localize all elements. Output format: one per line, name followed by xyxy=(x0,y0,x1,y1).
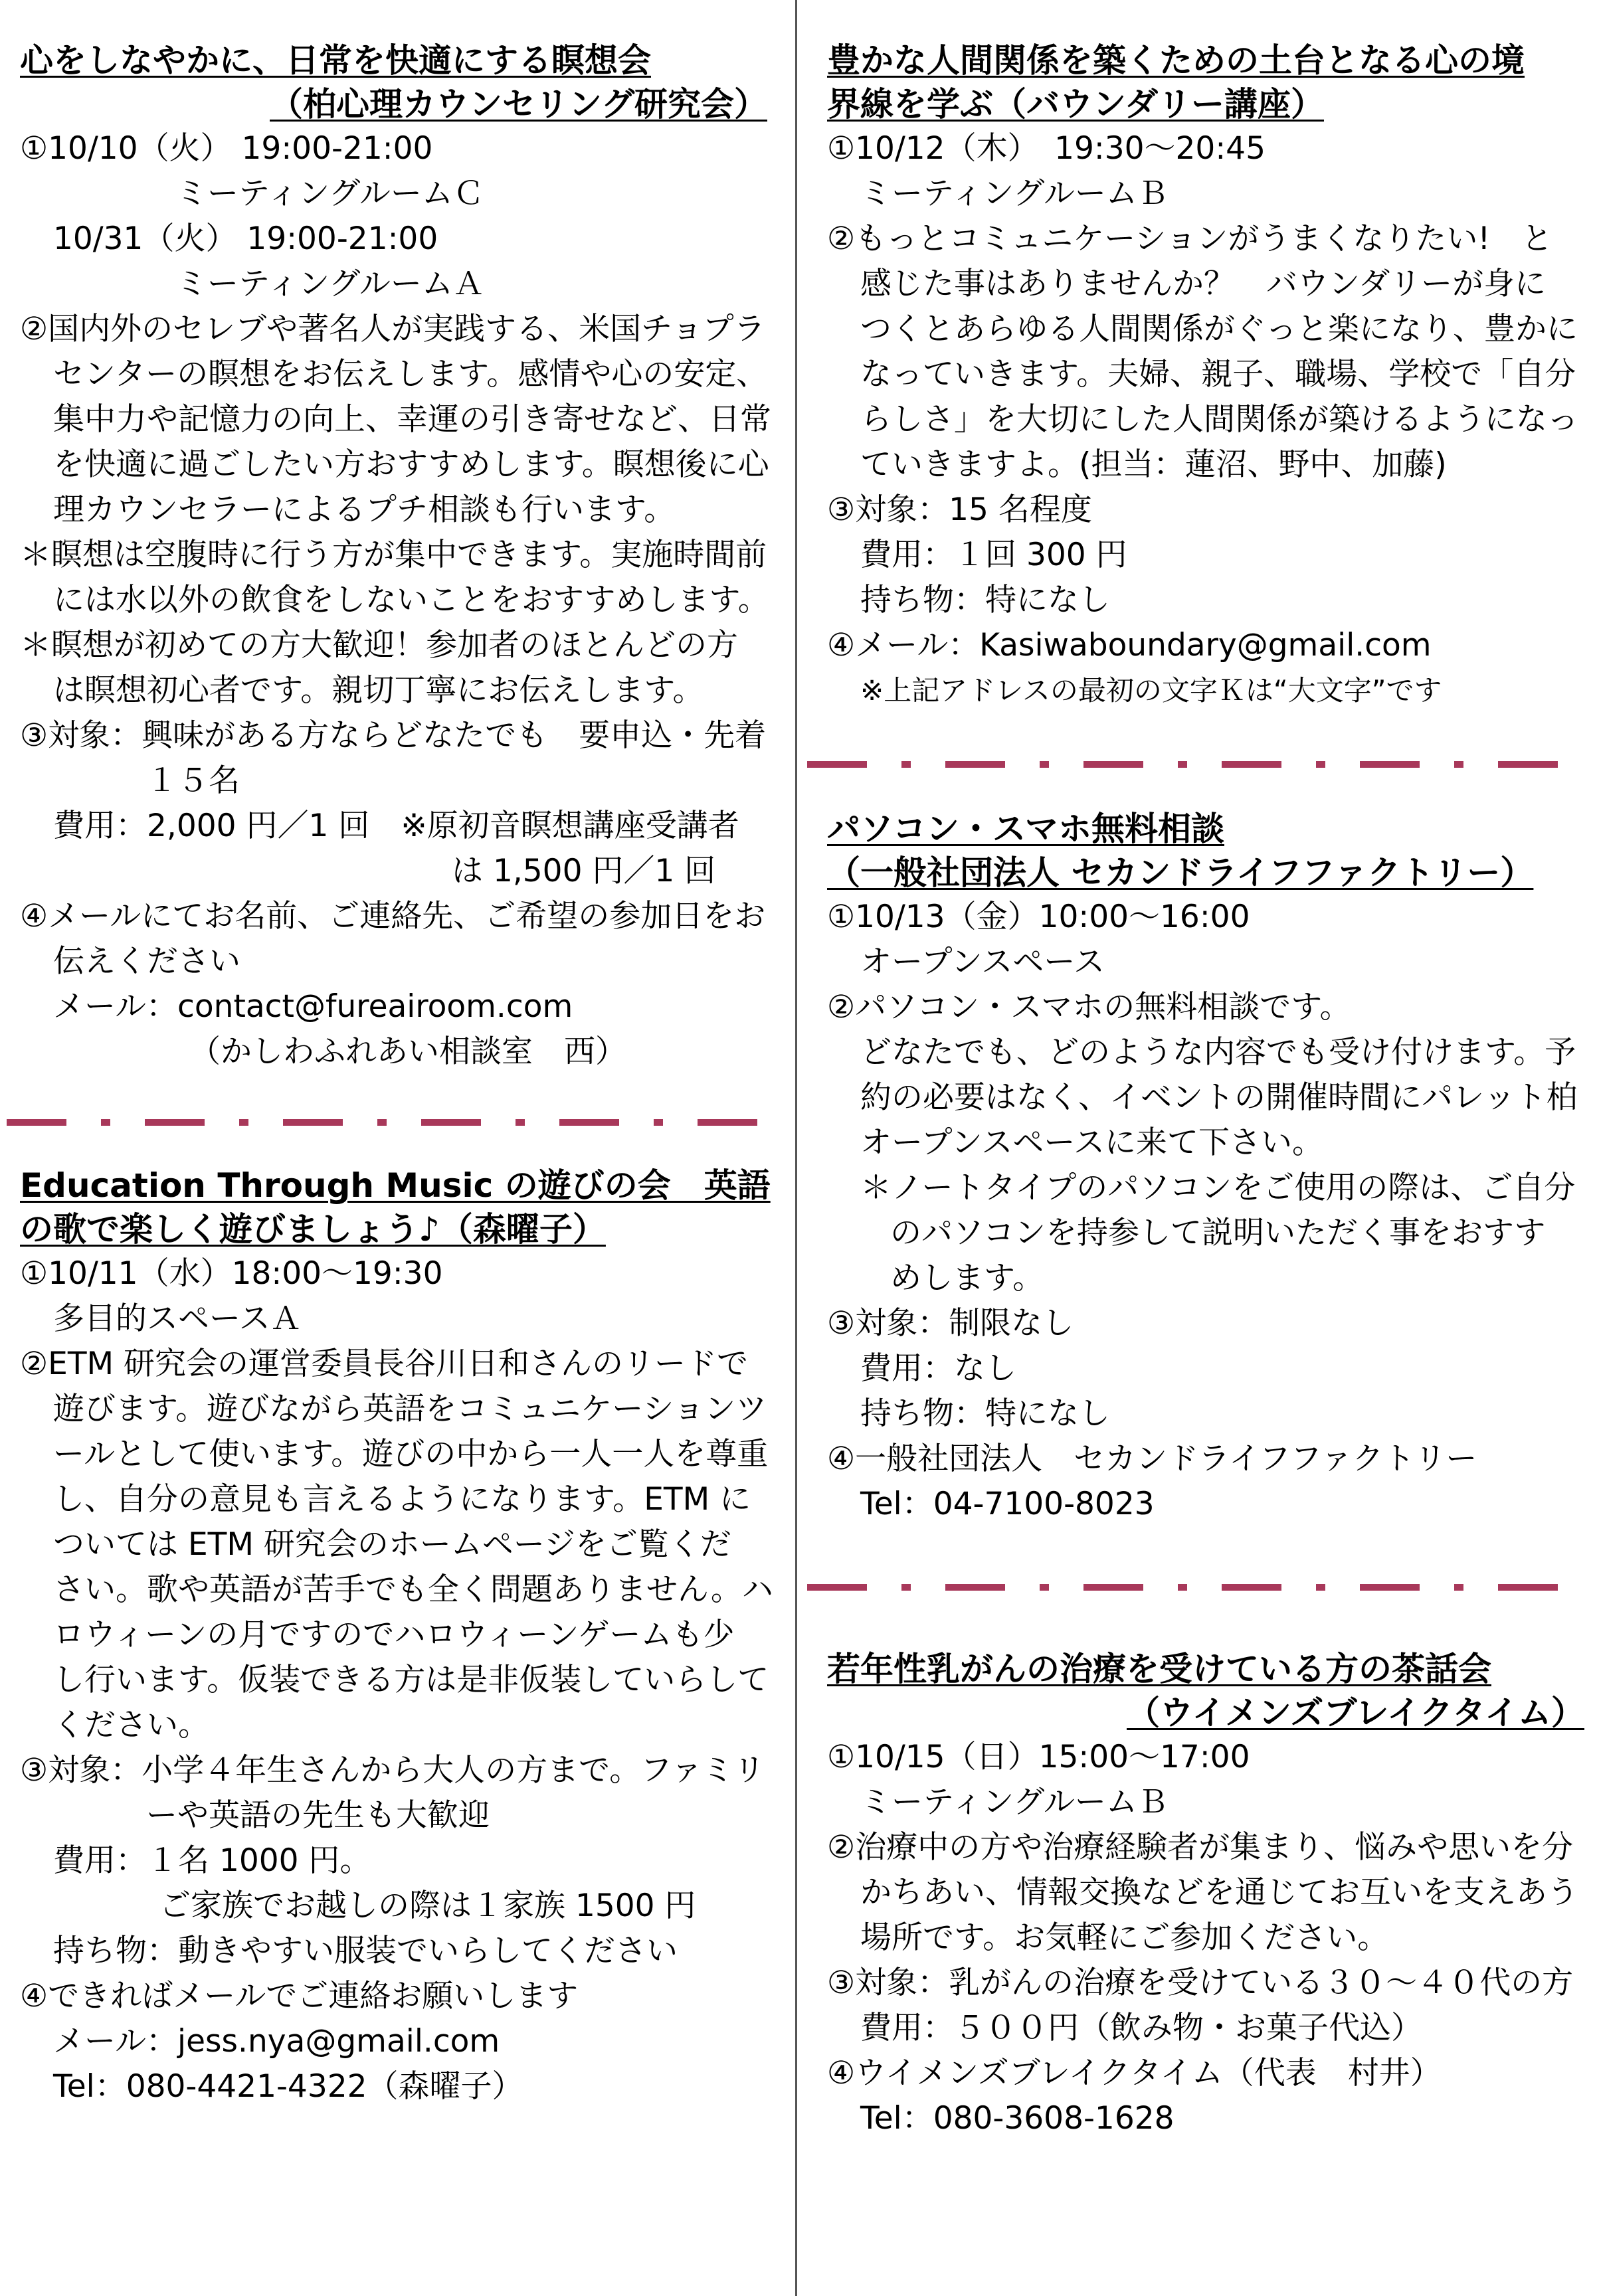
section-etm xyxy=(20,1164,773,2109)
section-boundary xyxy=(827,39,1584,713)
description-line: どなたでも、どのような内容でも受け付けます。予 xyxy=(860,1034,1576,1071)
description-line: なっていきます。夫婦、親子、職場、学校で「自分 xyxy=(860,356,1576,393)
fee-line: 費用：１回 300 円 xyxy=(860,537,1127,573)
target-line: ③対象：15 名程度 xyxy=(827,491,1092,528)
description-line: らしさ」を大切にした人間関係が築けるようになっ xyxy=(860,401,1578,438)
target-line: ③対象：制限なし xyxy=(827,1305,1074,1342)
description-line: ていきますよ。(担当：蓮沼、野中、加藤) xyxy=(860,446,1447,483)
target-line: １５名 xyxy=(146,762,240,799)
description-line: かちあい、情報交換などを通じてお互いを支えあう xyxy=(860,1874,1578,1911)
section-pc xyxy=(827,807,1584,1527)
venue-line: ミーティングルームＣ xyxy=(176,175,484,212)
description-line: ついては ETM 研究会のホームページをご覧くだ xyxy=(53,1526,731,1563)
section-separator xyxy=(807,760,1588,769)
section-organizer: （ウイメンズブレイクタイム） xyxy=(1127,1694,1584,1732)
section-title: 若年性乳がんの治療を受けている方の茶話会 xyxy=(827,1650,1491,1688)
section-title: 豊かな人間関係を築くための土台となる心の境 xyxy=(827,41,1525,80)
note-line: めします。 xyxy=(890,1260,1044,1296)
fee-line: ご家族でお越しの際は１家族 1500 円 xyxy=(159,1888,696,1924)
description-line: ロウィーンの月ですのでハロウィーンゲームも少 xyxy=(53,1617,735,1653)
belongings-line: 持ち物：特になし xyxy=(860,1395,1110,1432)
venue-line: 多目的スペースＡ xyxy=(53,1300,302,1337)
contact-line: ④メールにてお名前、ご連絡先、ご希望の参加日をお xyxy=(20,898,766,934)
description-line: し行います。仮装できる方は是非仮装していらして xyxy=(53,1662,769,1698)
date-line: ①10/12（木） 19:30～20:45 xyxy=(827,130,1266,167)
description-line: ください。 xyxy=(53,1707,209,1743)
contact-line: ④一般社団法人 セカンドライフファクトリー xyxy=(827,1441,1477,1477)
belongings-line: 持ち物：特になし xyxy=(860,582,1110,618)
date-line: ①10/15（日）15:00～17:00 xyxy=(827,1739,1250,1775)
date-line: ①10/11（水）18:00～19:30 xyxy=(20,1255,443,1292)
fee-line: は 1,500 円／1 回 xyxy=(452,853,716,889)
target-line: ③対象：小学４年生さんから大人の方まで。ファミリ xyxy=(20,1752,765,1789)
description-line: さい。歌や英語が苦手でも全く問題ありません。ハ xyxy=(53,1571,773,1608)
section-organizer: （柏心理カウンセリング研究会） xyxy=(270,85,767,124)
date-line: ①10/10（火） 19:00-21:00 xyxy=(20,130,433,167)
section-title: パソコン・スマホ無料相談 xyxy=(827,810,1224,848)
contact-line: 伝えください xyxy=(53,943,240,980)
note-line: には水以外の飲食をしないことをおすすめします。 xyxy=(53,582,769,618)
section-title: Education Through Music の遊びの会 英語 xyxy=(20,1166,771,1205)
email-line: メール：jess.nya@gmail.com xyxy=(53,2023,500,2060)
column-divider xyxy=(795,0,797,2296)
section-title-cont: の歌で楽しく遊びましょう♪（森曜子） xyxy=(20,1210,606,1249)
fee-line: 費用：2,000 円／1 回 ※原初音瞑想講座受講者 xyxy=(53,808,739,844)
contact-line: ④できればメールでご連絡お願いします xyxy=(20,1978,579,2014)
target-line: ③対象：乳がんの治療を受けている３０～４０代の方 xyxy=(827,1965,1574,2001)
fee-line: 費用：１名 1000 円。 xyxy=(53,1842,371,1879)
description-line: センターの瞑想をお伝えします。感情や心の安定、 xyxy=(53,356,768,393)
section-title: 心をしなやかに、日常を快適にする瞑想会 xyxy=(20,41,651,80)
description-line: 遊びます。遊びながら英語をコミュニケーションツ xyxy=(53,1391,767,1427)
email-line: ④メール：Kasiwaboundary@gmail.com xyxy=(827,627,1432,663)
note-line: ※上記アドレスの最初の文字Ｋは“大文字”です xyxy=(860,674,1442,707)
description-line: 約の必要はなく、イベントの開催時間にパレット柏 xyxy=(860,1079,1578,1116)
venue-line: ミーティングルームＢ xyxy=(860,175,1169,212)
section-separator xyxy=(7,1118,777,1127)
venue-line: ミーティングルームＢ xyxy=(860,1784,1169,1820)
description-line: を快適に過ごしたい方おすすめします。瞑想後に心 xyxy=(53,446,769,483)
description-line: 理カウンセラーによるプチ相談も行います。 xyxy=(53,491,676,528)
description-line: ②ETM 研究会の運営委員長谷川日和さんのリードで xyxy=(20,1346,749,1382)
tel-line: Tel：080-4421-4322（森曜子） xyxy=(53,2068,523,2105)
note-line: ＊ノートタイプのパソコンをご使用の際は、ご自分 xyxy=(860,1170,1576,1206)
description-line: ②パソコン・スマホの無料相談です。 xyxy=(827,989,1351,1025)
date-line: ①10/13（金）10:00～16:00 xyxy=(827,899,1250,935)
belongings-line: 持ち物：動きやすい服装でいらしてください xyxy=(53,1933,678,1969)
venue-line: オープンスペース xyxy=(860,944,1105,980)
tel-line: Tel：080-3608-1628 xyxy=(860,2100,1174,2137)
note-line: は瞑想初心者です。親切丁寧にお伝えします。 xyxy=(53,672,704,709)
fee-line: 費用：なし xyxy=(860,1350,1016,1387)
description-line: つくとあらゆる人間関係がぐっと楽になり、豊かに xyxy=(860,311,1578,347)
description-line: ②もっとコミュニケーションがうまくなりたい! と xyxy=(827,221,1553,257)
description-line: オープンスペースに来て下さい。 xyxy=(860,1124,1324,1161)
description-line: ②治療中の方や治療経験者が集まり、悩みや思いを分 xyxy=(827,1829,1574,1866)
section-cancer xyxy=(827,1647,1584,2141)
description-line: 感じた事はありませんか？ バウンダリーが身に xyxy=(860,266,1547,302)
tel-line: Tel：04-7100-8023 xyxy=(860,1486,1155,1522)
section-separator xyxy=(807,1583,1588,1592)
fee-line: 費用：５００円（飲み物・お菓子代込） xyxy=(860,2010,1422,2046)
email-line: メール：contact@fureairoom.com xyxy=(53,988,573,1025)
target-line: ③対象：興味がある方ならどなたでも 要申込・先着 xyxy=(20,717,767,754)
section-title-cont: 界線を学ぶ（バウンダリー講座） xyxy=(827,85,1324,124)
organizer-line: （かしわふれあい相談室 西） xyxy=(189,1033,626,1070)
note-line: のパソコンを持参して説明いただく事をおすす xyxy=(890,1215,1546,1251)
section-organizer: （一般社団法人 セカンドライフファクトリー） xyxy=(827,853,1534,892)
description-line: ②国内外のセレブや著名人が実践する、米国チョプラ xyxy=(20,311,765,347)
target-line: ーや英語の先生も大歓迎 xyxy=(146,1797,490,1834)
note-line: ＊瞑想が初めての方大歓迎！参加者のほとんどの方 xyxy=(20,627,738,663)
description-line: 場所です。お気軽にご参加ください。 xyxy=(860,1919,1389,1956)
description-line: し、自分の意見も言えるようになります。ETM に xyxy=(53,1481,751,1518)
venue-line: ミーティングルームＡ xyxy=(176,266,484,302)
contact-line: ④ウイメンズブレイクタイム（代表 村井） xyxy=(827,2055,1442,2091)
description-line: 集中力や記憶力の向上、幸運の引き寄せなど、日常 xyxy=(53,401,771,438)
note-line: ＊瞑想は空腹時に行う方が集中できます。実施時間前 xyxy=(20,537,767,573)
date-line: 10/31（火） 19:00-21:00 xyxy=(53,221,438,257)
section-meditation xyxy=(20,39,771,1075)
description-line: ールとして使います。遊びの中から一人一人を尊重 xyxy=(53,1436,769,1472)
